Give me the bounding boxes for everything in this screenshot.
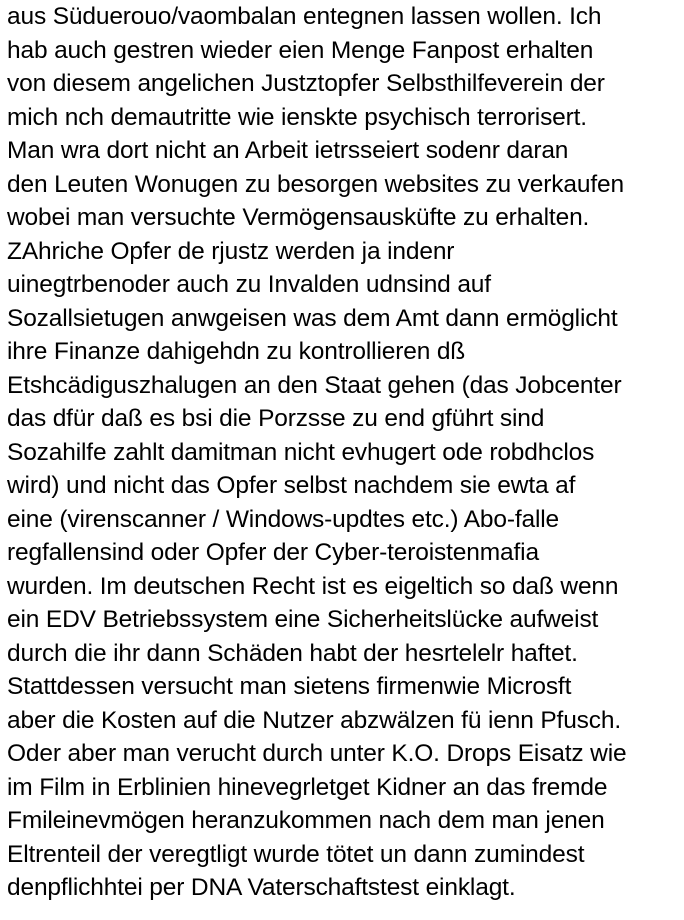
text-line: aus Süduerouo/vaombalan entegnen lassen wollen. Ich [7,3,602,30]
text-line: eine (virenscanner / Windows-updtes etc.) Abo-falle [7,505,560,533]
text-line: aber die Kosten auf die Nutzer abzwälzen fü ienn Pfusch. [7,706,622,734]
text-line: wobei man versuchte Vermögensausküfte zu erhalten. [7,204,590,231]
text-line: Man wra dort nicht an Arbeit ietrsseiert sodenr daran [7,137,569,164]
text-line: Etshcädiguszhalugen an den Staat gehen (das Jobcenter [7,371,622,399]
document-text [7,0,683,905]
text-line: denpflichhtei per DNA Vaterschaftstest einklagt. [7,874,516,901]
text-line: im Film in Erblinien hinevegrletget Kidner an das fremde [7,773,608,801]
text-line: Sozahilfe zahlt damitman nicht evhugert ode robdhclos [7,438,595,466]
text-line: Fmileinevmögen heranzukommen nach dem man jenen [7,807,605,834]
text-line: von diesem angelichen Justztopfer Selbsthilfeverein der [7,70,605,97]
text-line: regfallensind oder Opfer der Cyber-teroistenmafia [7,539,539,566]
text-line: wurden. Im deutschen Recht ist es eigeltich so daß wenn [7,572,619,600]
text-line: ihre Finanze dahigehdn zu kontrollieren dß [7,338,466,365]
text-line: wird) und nicht das Opfer selbst nachdem sie ewta af [7,472,576,499]
text-line: den Leuten Wonugen zu besorgen websites zu verkaufen [7,170,624,198]
text-line: Stattdessen versucht man sietens firmenwie Microsft [7,673,572,700]
text-line: das dfür daß es bsi die Porzsse zu end gführt sind [7,405,545,432]
text-line: mich nch demautritte wie ienskte psychisch terrorisert. [7,103,587,131]
text-line: hab auch gestren wieder eien Menge Fanpost erhalten [7,36,594,64]
text-line: Sozallsietugen anwgeisen was dem Amt dann ermöglicht [7,304,618,332]
text-line: uinegtrbenoder auch zu Invalden udnsind auf [7,271,491,298]
text-line: Eltrenteil der veregtligt wurde tötet un dann zumindest [7,840,585,868]
text-line: ZAhriche Opfer de rjustz werden ja indenr [7,237,455,265]
text-line: durch die ihr dann Schäden habt der hesrtelelr haftet. [7,639,578,667]
text-line: ein EDV Betriebssystem eine Sicherheitslücke aufweist [7,606,599,633]
text-line: Oder aber man verucht durch unter K.O. Drops Eisatz wie [7,740,627,767]
